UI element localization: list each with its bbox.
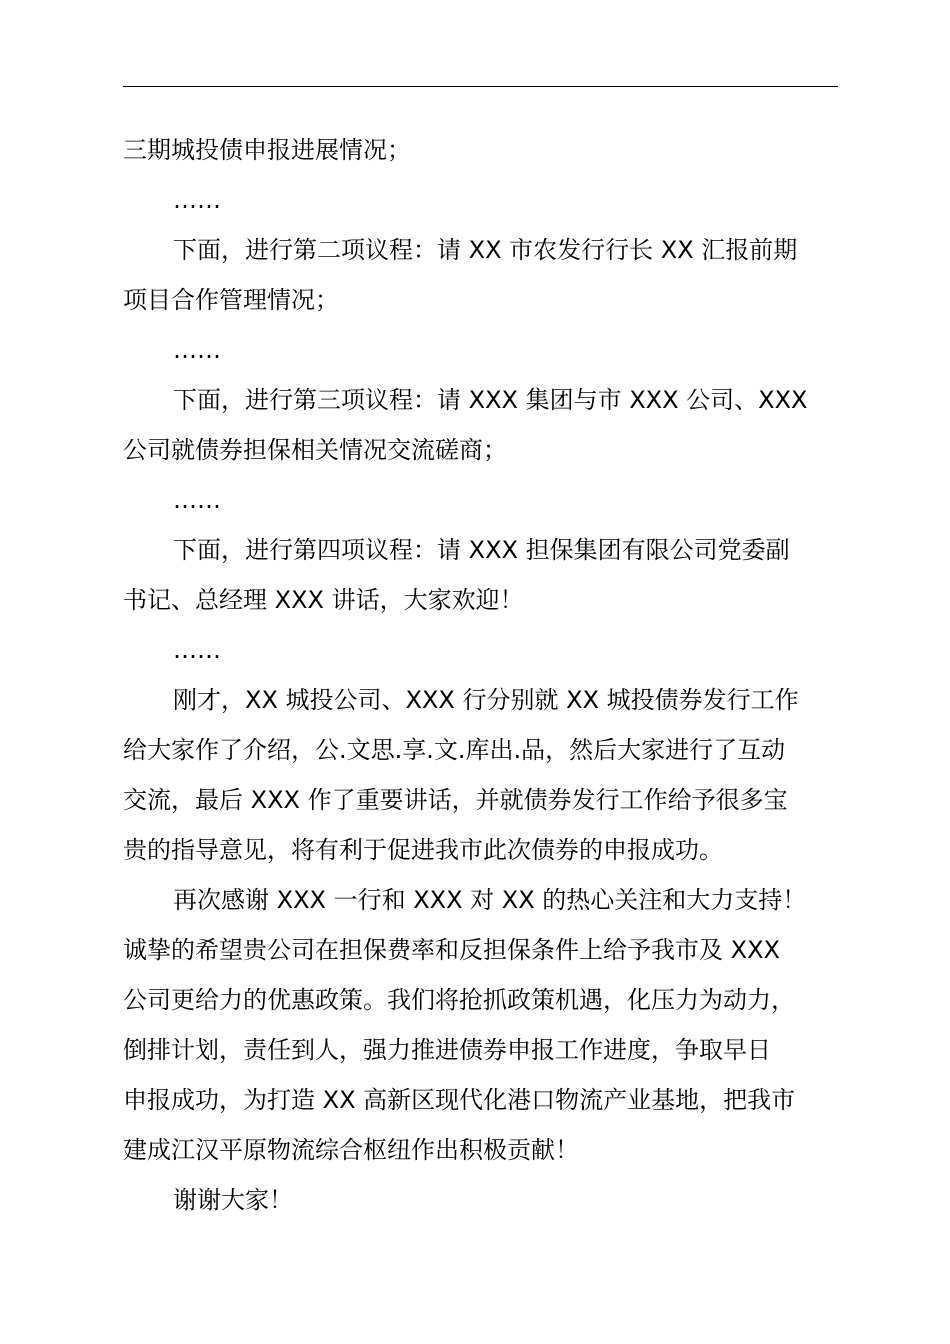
text-line: 刚才，XX 城投公司、XXX 行分别就 XX 城投债券发行工作 (173, 686, 799, 714)
text-line: 公司就债券担保相关情况交流磋商； (123, 436, 507, 464)
text-line: 申报成功，为打造 XX 高新区现代化港口物流产业基地，把我市 (123, 1086, 796, 1114)
text-line: 建成江汉平原物流综合枢纽作出积极贡献！ (123, 1136, 579, 1164)
document-body (123, 125, 838, 1225)
text-line: 贵的指导意见，将有利于促进我市此次债券的申报成功。 (123, 836, 723, 864)
text-line: 项目合作管理情况； (123, 286, 339, 314)
text-line: 给大家作了介绍，公.文思.享.文.库出.品，然后大家进行了互动 (123, 736, 786, 764)
ellipsis-line: …… (173, 486, 221, 514)
ellipsis-line: …… (173, 186, 221, 214)
text-line: 三期城投债申报进展情况； (123, 136, 411, 164)
ellipsis-line: …… (173, 636, 221, 664)
header-rule (123, 86, 838, 87)
text-line: 书记、总经理 XXX 讲话，大家欢迎！ (123, 586, 524, 614)
text-line: 下面，进行第三项议程：请 XXX 集团与市 XXX 公司、XXX (173, 386, 808, 414)
text-line: 诚挚的希望贵公司在担保费率和反担保条件上给予我市及 XXX (123, 936, 780, 964)
ellipsis-line: …… (173, 336, 221, 364)
text-line: 下面，进行第二项议程：请 XX 市农发行行长 XX 汇报前期 (173, 236, 798, 264)
text-line: 交流，最后 XXX 作了重要讲话，并就债券发行工作给予很多宝 (123, 786, 788, 814)
text-line: 倒排计划，责任到人，强力推进债券申报工作进度，争取早日 (123, 1036, 771, 1064)
text-line: 下面，进行第四项议程：请 XXX 担保集团有限公司党委副 (173, 536, 790, 564)
text-line: 公司更给力的优惠政策。我们将抢抓政策机遇，化压力为动力， (123, 986, 795, 1014)
closing-line: 谢谢大家！ (173, 1186, 293, 1214)
text-line: 再次感谢 XXX 一行和 XXX 对 XX 的热心关注和大力支持！ (173, 886, 807, 914)
